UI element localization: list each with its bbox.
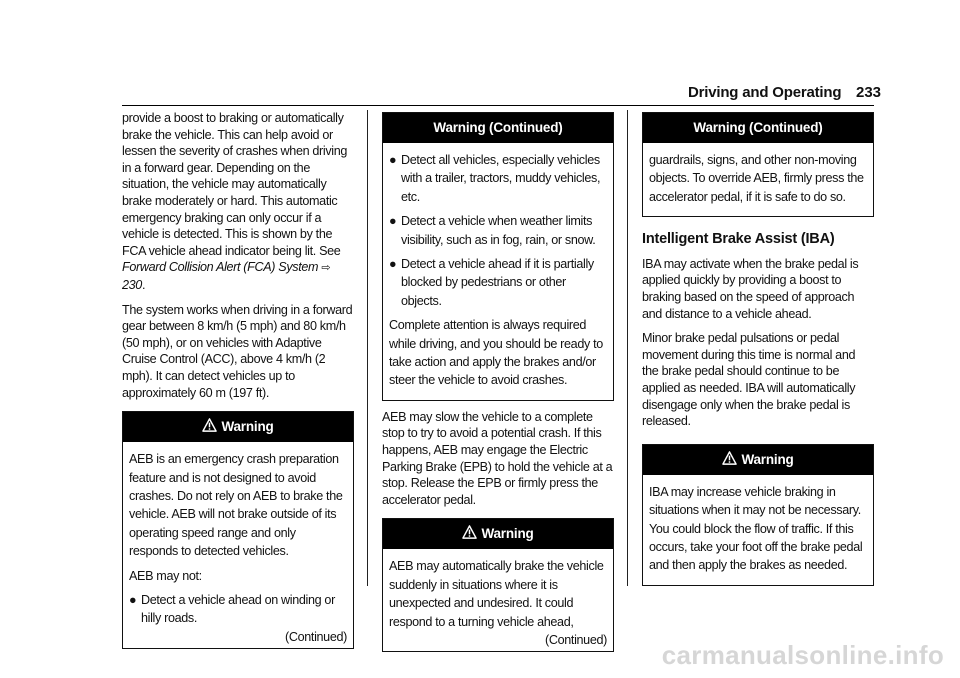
paragraph-text: provide a boost to braking or automatically brake the vehicle. This can help avoid or lessen the severity of crashes when driving in a forward gear. Depending on the situation, the vehicle may automatically brake moderately or hard. This automatic emergency braking can only occur if a vehicle is detected. This is shown by the FCA vehicle ahead indicator being lit. See [122, 111, 348, 258]
column-divider [627, 110, 628, 586]
warning-triangle-icon [202, 418, 217, 432]
column-1 [122, 110, 354, 657]
list-item-text: Detect a vehicle ahead if it is partially blocked by pedestrians or other objects. [401, 257, 594, 308]
bullet-icon: ● [129, 592, 137, 607]
warning-header [123, 412, 353, 442]
continued-label: (Continued) [285, 629, 347, 644]
page-header [0, 84, 960, 104]
header-rule [122, 105, 874, 106]
page-number: 233 [856, 84, 882, 101]
list-item-text: Detect all vehicles, especially vehicles with a trailer, tractors, muddy vehicles, etc. [401, 153, 601, 204]
paragraph: IBA may activate when the brake pedal is applied quickly by providing a boost to braking based on the speed of approach and distance to a vehicle ahead. [642, 256, 859, 321]
warning-box-continued [642, 112, 874, 217]
cross-reference-page[interactable]: 230 [122, 277, 142, 292]
watermark-text: carmanualsonline.info [661, 640, 944, 670]
paragraph: The system works when driving in a forward gear between 8 km/h (5 mph) and 80 km/h (50 mph), or on vehicles with Adaptive Cruise Control (ACC), above 4 km/h (2 mph). It can detect vehicles up to approximately 60 m (197 ft). [122, 302, 353, 400]
warning-triangle-icon [722, 451, 737, 465]
list-item-text: Detect a vehicle ahead on winding or hilly roads. [141, 592, 335, 626]
warning-header [643, 445, 873, 475]
section-heading: Intelligent Brake Assist (IBA) [642, 231, 835, 248]
paragraph: Minor brake pedal pulsations or pedal movement during this time is normal and the brake pedal should continue to be applied as needed. IBA will automatically disengage only when the brake pedal is released. [642, 331, 856, 429]
warning-header [383, 519, 613, 549]
continued-label: (Continued) [545, 633, 607, 648]
warning-text: guardrails, signs, and other non-moving objects. To override AEB, firmly press the accelerator pedal, if it is safe to do so. [649, 153, 864, 204]
period: . [141, 277, 146, 292]
warning-header: Warning (Continued) [383, 113, 613, 143]
warning-text: AEB is an emergency crash preparation feature and is not designed to avoid crashes. Do not rely on AEB to brake the vehicle. AEB will not brake outside of its operating speed range and only responds to detected vehicles. [129, 452, 343, 559]
bullet-icon: ● [389, 257, 397, 272]
column-3 [642, 112, 874, 594]
warning-box [122, 411, 354, 649]
warning-text: Complete attention is always required while driving, and you should be ready to take action and apply the brakes and/or steer the vehicle to avoid crashes. [389, 318, 603, 388]
warning-triangle-icon [462, 525, 477, 539]
list-item [389, 151, 607, 206]
cross-reference-link[interactable]: Forward Collision Alert (FCA) System [122, 260, 319, 275]
warning-list [389, 151, 607, 310]
list-item [389, 255, 607, 310]
page-ref-arrow-icon: ⇨ [321, 262, 331, 275]
warning-header: Warning (Continued) [643, 113, 873, 143]
warning-text: AEB may not: [129, 568, 202, 583]
list-item-text: Detect a vehicle when weather limits visibility, such as in fog, rain, or snow. [401, 214, 596, 247]
bullet-icon: ● [389, 214, 397, 229]
warning-title: Warning [481, 526, 534, 542]
warning-box [642, 444, 874, 586]
paragraph [122, 110, 354, 294]
warning-box [382, 518, 614, 652]
warning-text: IBA may increase vehicle braking in situations when it may not be necessary. You could block the flow of traffic. If this occurs, take your foot off the brake pedal and then apply the brakes as needed. [649, 484, 863, 573]
warning-list [129, 591, 347, 628]
bullet-icon: ● [389, 153, 397, 167]
column-2 [382, 112, 614, 660]
list-item [389, 212, 607, 249]
warning-text: AEB may automatically brake the vehicle suddenly in situations where it is unexpected and undesired. It could respond to a turning vehicle ahead, [389, 559, 604, 629]
warning-title: Warning [741, 451, 794, 467]
warning-title: Warning [221, 419, 274, 435]
warning-box-continued [382, 112, 614, 401]
paragraph: AEB may slow the vehicle to a complete stop to try to avoid a potential crash. If this happens, AEB may engage the Electric Parking Brake (EPB) to hold the vehicle at a stop. Release the EPB or firmly press the accelerator pedal. [382, 409, 613, 507]
column-divider [367, 110, 368, 586]
list-item [129, 591, 347, 628]
section-title: Driving and Operating [688, 84, 842, 101]
